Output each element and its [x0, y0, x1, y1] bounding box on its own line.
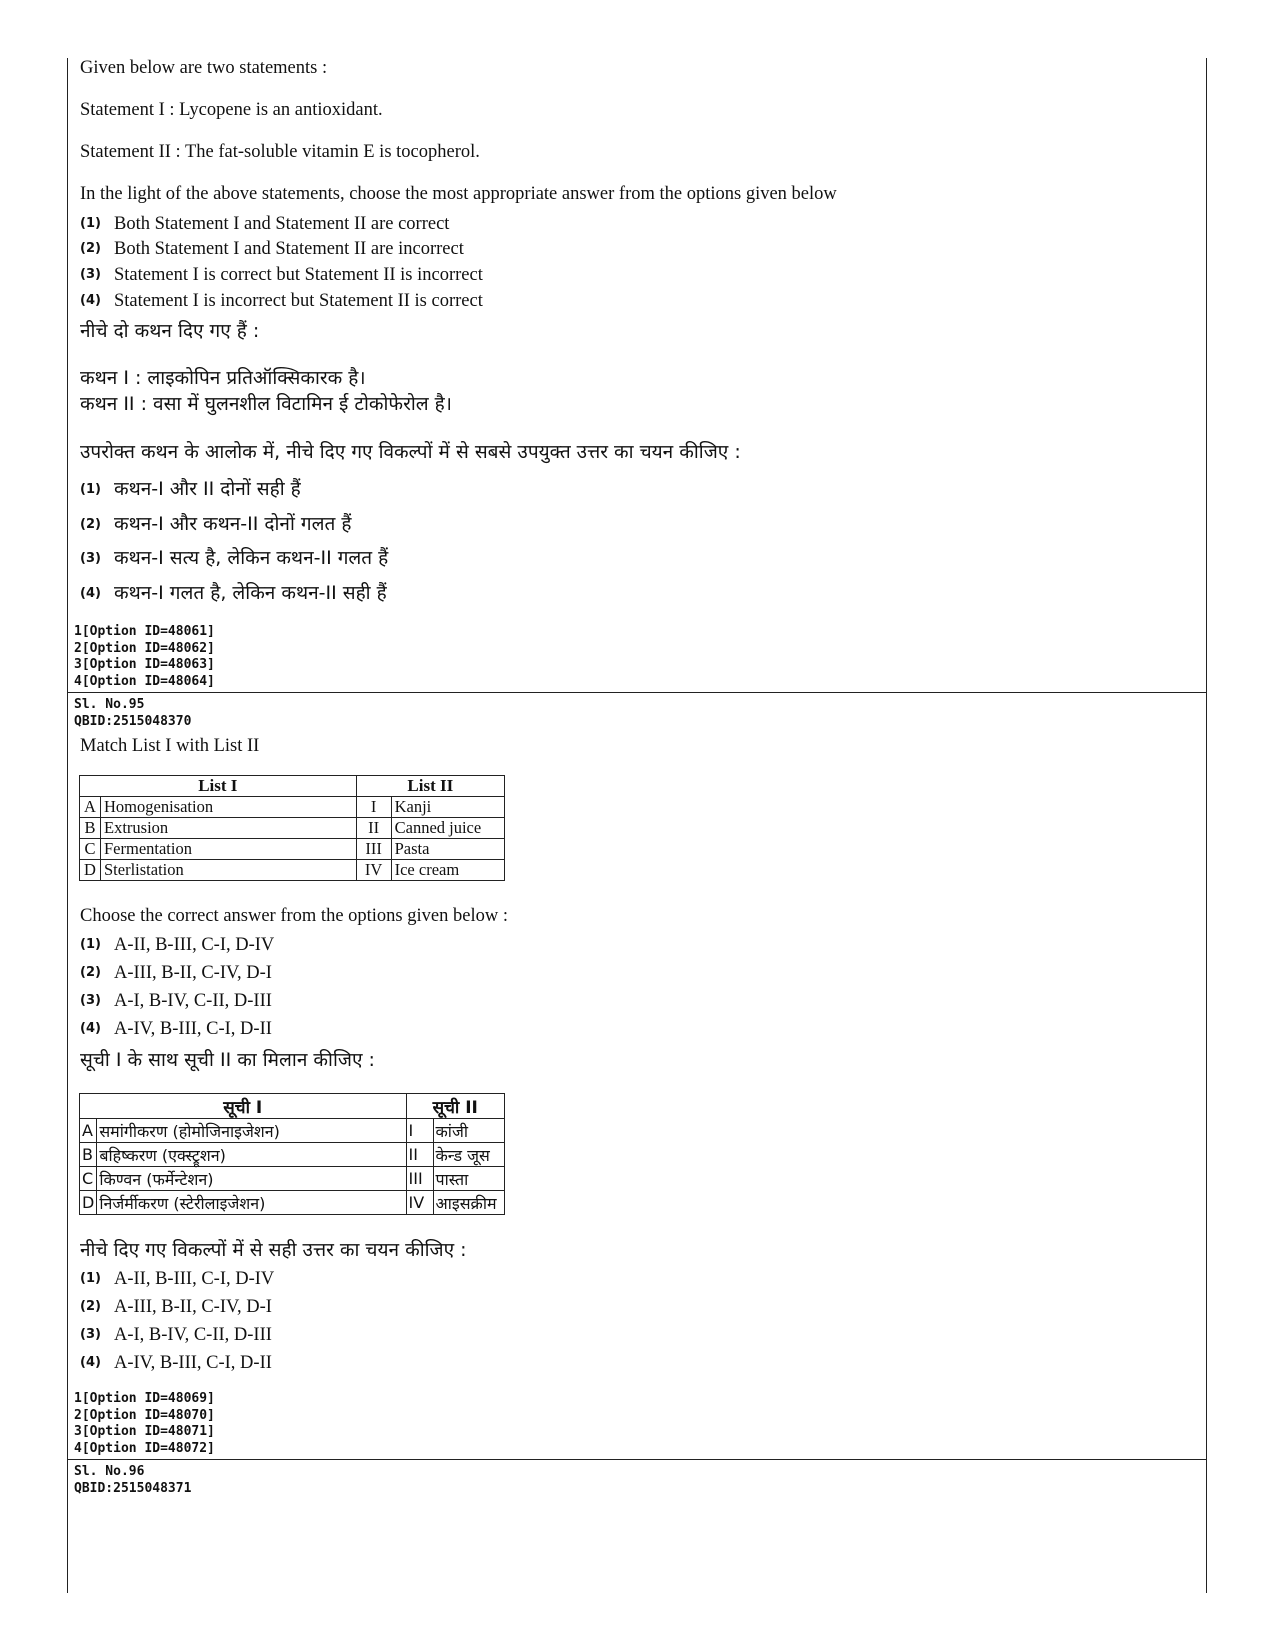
table-row: [80, 839, 505, 860]
table-cell: कांजी: [433, 1119, 504, 1143]
option-number: (3): [80, 266, 101, 282]
table-cell: Ice cream: [391, 860, 504, 881]
option-number: (1): [80, 215, 101, 231]
table-row: [80, 1119, 505, 1143]
q94-statement-1-en: Statement I : Lycopene is an antioxidant.: [80, 100, 383, 120]
option-number: (3): [80, 1326, 101, 1342]
q95-option-1-hi[interactable]: [80, 1267, 274, 1290]
table-cell: C: [80, 1167, 97, 1191]
table-cell: A: [80, 797, 101, 818]
table-cell: Extrusion: [101, 818, 357, 839]
option-text: Statement I is incorrect but Statement II is correct: [114, 290, 483, 311]
option-text: A-IV, B-III, C-I, D-II: [114, 1018, 272, 1039]
q95-option-4-en[interactable]: [80, 1017, 272, 1040]
q95-option-ids: [74, 1391, 215, 1457]
option-id: 1[Option ID=48069]: [74, 1391, 215, 1406]
q95-header: [74, 697, 191, 730]
q95-option-3-en[interactable]: [80, 989, 272, 1012]
option-text: A-III, B-II, C-IV, D-I: [114, 962, 272, 983]
q94-option-4-hi[interactable]: [80, 581, 387, 606]
q94-option-1-en[interactable]: [80, 212, 449, 235]
option-number: (4): [80, 1354, 101, 1370]
q95-instruction-en: Choose the correct answer from the options given below :: [80, 906, 508, 926]
table-cell: IV: [406, 1191, 433, 1215]
option-text: कथन-I और कथन-II दोनों गलत हैं: [114, 513, 352, 535]
q94-intro-hi: नीचे दो कथन दिए गए हैं :: [80, 320, 260, 342]
q95-instruction-hi: नीचे दिए गए विकल्पों में से सही उत्तर का चयन कीजिए :: [80, 1239, 467, 1261]
table-header-row: [80, 776, 505, 797]
option-id: 4[Option ID=48064]: [74, 673, 215, 689]
table-cell: II: [356, 818, 391, 839]
table-cell: I: [406, 1119, 433, 1143]
option-number: (1): [80, 1270, 101, 1286]
table-cell: केन्ड जूस: [433, 1143, 504, 1167]
table-cell: Sterlistation: [101, 860, 357, 881]
q94-statement-2-hi: कथन II : वसा में घुलनशील विटामिन ई टोकोफेरोल है।: [80, 393, 452, 415]
q95-option-3-hi[interactable]: [80, 1323, 272, 1346]
table-cell: Fermentation: [101, 839, 357, 860]
q95-intro-hi: सूची I के साथ सूची II का मिलान कीजिए :: [80, 1049, 375, 1071]
section-divider: [67, 1459, 1207, 1460]
option-number: (4): [80, 1020, 101, 1036]
q94-instruction-en: In the light of the above statements, choose the most appropriate answer from the options given below: [80, 184, 837, 204]
q96-header: [74, 1464, 191, 1497]
option-text: A-IV, B-III, C-I, D-II: [114, 1352, 272, 1373]
table-cell: Pasta: [391, 839, 504, 860]
option-id: 1[Option ID=48061]: [74, 624, 215, 639]
option-id: 4[Option ID=48072]: [74, 1440, 215, 1456]
option-text: A-I, B-IV, C-II, D-III: [114, 990, 272, 1011]
table-cell: निर्जर्मीकरण (स्टेरीलाइजेशन): [97, 1191, 406, 1215]
option-number: (2): [80, 1298, 101, 1314]
table-cell: पास्ता: [433, 1167, 504, 1191]
q94-intro-en: Given below are two statements :: [80, 58, 328, 78]
option-number: (4): [80, 586, 101, 601]
serial-number: Sl. No.96: [74, 1464, 145, 1479]
option-text: Both Statement I and Statement II are incorrect: [114, 238, 464, 259]
option-number: (1): [80, 936, 101, 952]
table-header: सूची I: [80, 1094, 407, 1119]
table-cell: B: [80, 818, 101, 839]
table-row: [80, 1167, 505, 1191]
q94-instruction-hi: उपरोक्त कथन के आलोक में, नीचे दिए गए विकल्पों में से सबसे उपयुक्त उत्तर का चयन कीजिए :: [80, 441, 741, 463]
table-cell: Canned juice: [391, 818, 504, 839]
q94-statement-1-hi: कथन I : लाइकोपिन प्रतिऑक्सिकारक है।: [80, 367, 366, 389]
table-header: सूची II: [406, 1094, 504, 1119]
option-text: कथन-I गलत है, लेकिन कथन-II सही हैं: [114, 582, 387, 604]
option-number: (2): [80, 964, 101, 980]
option-text: कथन-I और II दोनों सही हैं: [114, 478, 301, 500]
table-cell: आइसक्रीम: [433, 1191, 504, 1215]
option-number: (4): [80, 292, 101, 308]
table-cell: D: [80, 860, 101, 881]
table-header: List II: [356, 776, 504, 797]
table-cell: IV: [356, 860, 391, 881]
q94-option-2-hi[interactable]: [80, 512, 351, 537]
q95-option-1-en[interactable]: [80, 933, 274, 956]
table-cell: III: [356, 839, 391, 860]
table-cell: Kanji: [391, 797, 504, 818]
q94-option-ids: [74, 624, 215, 690]
q95-option-4-hi[interactable]: [80, 1351, 272, 1374]
q95-intro-en: Match List I with List II: [80, 736, 260, 756]
option-text: Both Statement I and Statement II are correct: [114, 213, 450, 234]
q95-match-table-en: [79, 775, 505, 881]
option-number: (2): [80, 240, 101, 256]
q94-option-2-en[interactable]: [80, 237, 464, 260]
table-row: [80, 1191, 505, 1215]
table-cell: C: [80, 839, 101, 860]
table-cell: III: [406, 1167, 433, 1191]
option-text: A-II, B-III, C-I, D-IV: [114, 934, 275, 955]
table-cell: बहिष्करण (एक्स्ट्रूशन): [97, 1143, 406, 1167]
q95-option-2-en[interactable]: [80, 961, 272, 984]
q95-match-table-hi: [79, 1093, 505, 1215]
q94-statement-2-en: Statement II : The fat-soluble vitamin E is tocopherol.: [80, 142, 480, 162]
serial-number: Sl. No.95: [74, 697, 145, 712]
table-cell: किण्वन (फर्मेन्टेशन): [97, 1167, 406, 1191]
option-text: Statement I is correct but Statement II is incorrect: [114, 264, 483, 285]
q94-option-4-en[interactable]: [80, 289, 483, 312]
option-text: कथन-I सत्य है, लेकिन कथन-II गलत हैं: [114, 547, 389, 569]
option-text: A-III, B-II, C-IV, D-I: [114, 1296, 272, 1317]
option-number: (2): [80, 517, 101, 532]
table-row: [80, 860, 505, 881]
table-header-row: [80, 1094, 505, 1119]
table-cell: Homogenisation: [101, 797, 357, 818]
option-id: 2[Option ID=48062]: [74, 640, 215, 656]
qbid: QBID:2515048371: [74, 1480, 192, 1496]
table-row: [80, 1143, 505, 1167]
table-cell: A: [80, 1119, 97, 1143]
q94-option-1-hi[interactable]: [80, 477, 301, 502]
table-row: [80, 797, 505, 818]
q95-option-2-hi[interactable]: [80, 1295, 272, 1318]
table-cell: I: [356, 797, 391, 818]
q94-option-3-hi[interactable]: [80, 546, 388, 571]
table-cell: D: [80, 1191, 97, 1215]
table-cell: II: [406, 1143, 433, 1167]
option-number: (3): [80, 551, 101, 566]
q94-option-3-en[interactable]: [80, 263, 483, 286]
table-cell: B: [80, 1143, 97, 1167]
option-text: A-II, B-III, C-I, D-IV: [114, 1268, 275, 1289]
option-number: (1): [80, 482, 101, 497]
table-cell: समांगीकरण (होमोजिनाइजेशन): [97, 1119, 406, 1143]
option-id: 3[Option ID=48063]: [74, 657, 215, 672]
qbid: QBID:2515048370: [74, 713, 192, 729]
option-text: A-I, B-IV, C-II, D-III: [114, 1324, 272, 1345]
table-row: [80, 818, 505, 839]
section-divider: [67, 692, 1207, 693]
table-header: List I: [80, 776, 357, 797]
option-id: 2[Option ID=48070]: [74, 1407, 215, 1423]
option-number: (3): [80, 992, 101, 1008]
option-id: 3[Option ID=48071]: [74, 1424, 215, 1439]
